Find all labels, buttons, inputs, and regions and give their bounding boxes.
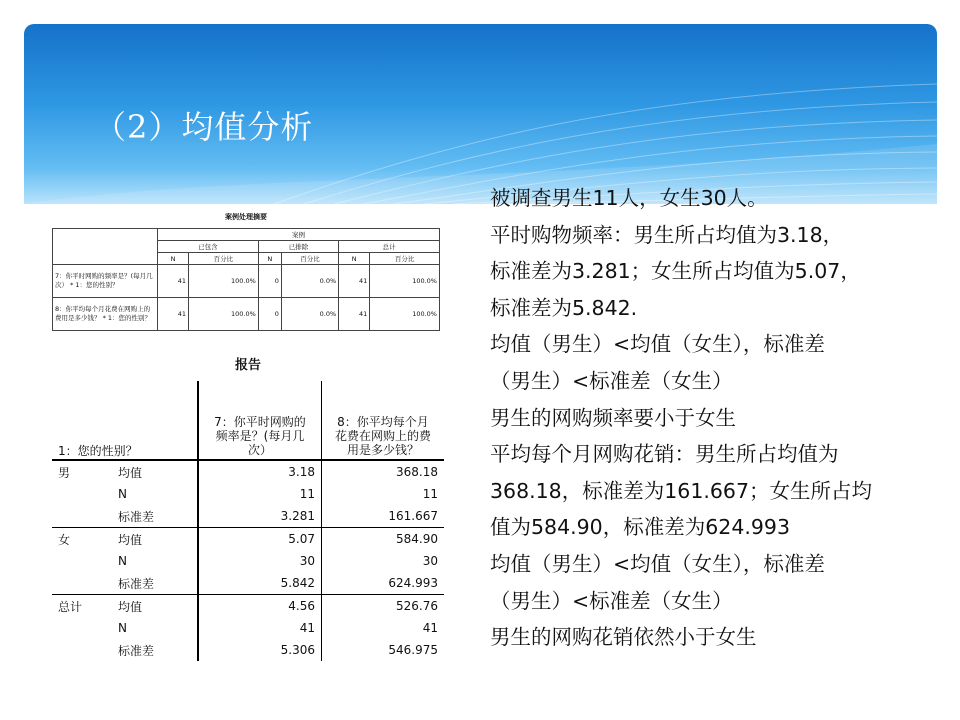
- analysis-line: 标准差为5.842.: [490, 295, 638, 320]
- cell: 161.667: [388, 509, 438, 523]
- cell: 5.07: [198, 528, 322, 551]
- cell: 584.90: [396, 532, 438, 546]
- cell: 100.0%: [370, 265, 440, 298]
- col-header: N: [158, 253, 189, 265]
- group-header: 案例: [158, 229, 440, 241]
- title-banner: [24, 24, 937, 204]
- table-row: [52, 460, 444, 483]
- stat-label: N: [112, 550, 198, 572]
- group-label: 女: [58, 533, 71, 547]
- analysis-line: 男生的网购花销依然小于女生: [490, 625, 757, 650]
- row-header: 1：您的性别？: [52, 381, 198, 460]
- slide-title: （2）均值分析: [94, 108, 314, 146]
- stat-label: 均值: [112, 528, 198, 551]
- case-summary-title: 案例处理摘要: [225, 212, 267, 221]
- cell: 41: [339, 265, 370, 298]
- cell: 368.18: [396, 465, 438, 479]
- cell: 0.0%: [281, 298, 338, 331]
- cell: 5.306: [198, 639, 322, 661]
- stat-label: 标准差: [112, 572, 198, 595]
- cell: 100.0%: [189, 298, 259, 331]
- sub-header: 已包含: [158, 241, 259, 253]
- analysis-text: [490, 180, 930, 656]
- cell: 41: [422, 621, 438, 635]
- cell: 41: [158, 265, 189, 298]
- cell: 41: [339, 298, 370, 331]
- cell: 11: [198, 483, 322, 505]
- cell: 526.76: [396, 599, 438, 613]
- analysis-line: 被调查男生11人，女生30人。: [490, 186, 768, 210]
- stat-label: 均值: [112, 595, 198, 618]
- col2-header: [322, 381, 445, 460]
- stat-label: 均值: [112, 460, 198, 483]
- col-header: 百分比: [281, 253, 338, 265]
- cell: 41: [198, 617, 322, 639]
- row-label: 7：你平时网购的频率是？(每月几次） * 1：您的性别？: [53, 265, 158, 298]
- cell: 41: [158, 298, 189, 331]
- stat-label: N: [112, 483, 198, 505]
- col1-header: [198, 381, 322, 460]
- cell: 0: [258, 298, 281, 331]
- cell: 11: [422, 487, 438, 501]
- case-summary-table-block: [52, 212, 440, 331]
- group-label: 男: [58, 466, 71, 480]
- case-summary-table: [52, 228, 440, 331]
- table-corner: [53, 229, 158, 265]
- col-header: 百分比: [370, 253, 440, 265]
- cell: 0.0%: [281, 265, 338, 298]
- report-title: 报告: [234, 358, 261, 373]
- report-table: [52, 381, 444, 661]
- table-row: [52, 528, 444, 551]
- cell: 3.281: [198, 505, 322, 528]
- analysis-line: 均值（男生）<均值（女生），标准差: [490, 551, 825, 576]
- stat-label: 标准差: [112, 639, 198, 661]
- stat-label: N: [112, 617, 198, 639]
- report-table-block: [52, 354, 444, 661]
- analysis-line: 平均每个月网购花销：男生所占均值为: [490, 442, 839, 467]
- col-header: 百分比: [189, 253, 259, 265]
- col1-header-text: 7：你平时网购的频率是？(每月几次）: [214, 415, 306, 457]
- cell: 624.993: [388, 576, 438, 590]
- analysis-line: 标准差为3.281；女生所占均值为5.07，: [490, 259, 861, 284]
- table-row: [53, 298, 440, 331]
- analysis-line: 均值（男生）<均值（女生），标准差: [490, 332, 825, 357]
- col2-header-text: 8：你平均每个月花费在网购上的费用是多少钱？: [335, 415, 432, 457]
- analysis-line: （男生）<标准差（女生）: [490, 588, 733, 613]
- analysis-line: （男生）<标准差（女生）: [490, 368, 733, 393]
- table-row: [52, 595, 444, 618]
- stat-label: 标准差: [112, 505, 198, 528]
- cell: 30: [422, 554, 438, 568]
- cell: 30: [198, 550, 322, 572]
- col-header: N: [258, 253, 281, 265]
- row-label: 8：你平均每个月花费在网购上的费用是多少钱？ * 1：您的性别？: [53, 298, 158, 331]
- group-label: 总计: [58, 600, 83, 614]
- analysis-line: 值为584.90，标准差为624.993: [490, 515, 791, 540]
- table-row: [53, 265, 440, 298]
- sub-header: 总计: [339, 241, 440, 253]
- cell: 4.56: [198, 595, 322, 618]
- cell: 100.0%: [370, 298, 440, 331]
- cell: 100.0%: [189, 265, 259, 298]
- col-header: N: [339, 253, 370, 265]
- cell: 3.18: [198, 460, 322, 483]
- cell: 0: [258, 265, 281, 298]
- analysis-line: 368.18，标准差为161.667；女生所占均: [490, 478, 873, 503]
- cell: 5.842: [198, 572, 322, 595]
- analysis-line: 男生的网购频率要小于女生: [490, 405, 736, 430]
- analysis-line: 平时购物频率：男生所占均值为3.18，: [490, 222, 844, 247]
- sub-header: 已排除: [258, 241, 338, 253]
- cell: 546.975: [388, 643, 438, 657]
